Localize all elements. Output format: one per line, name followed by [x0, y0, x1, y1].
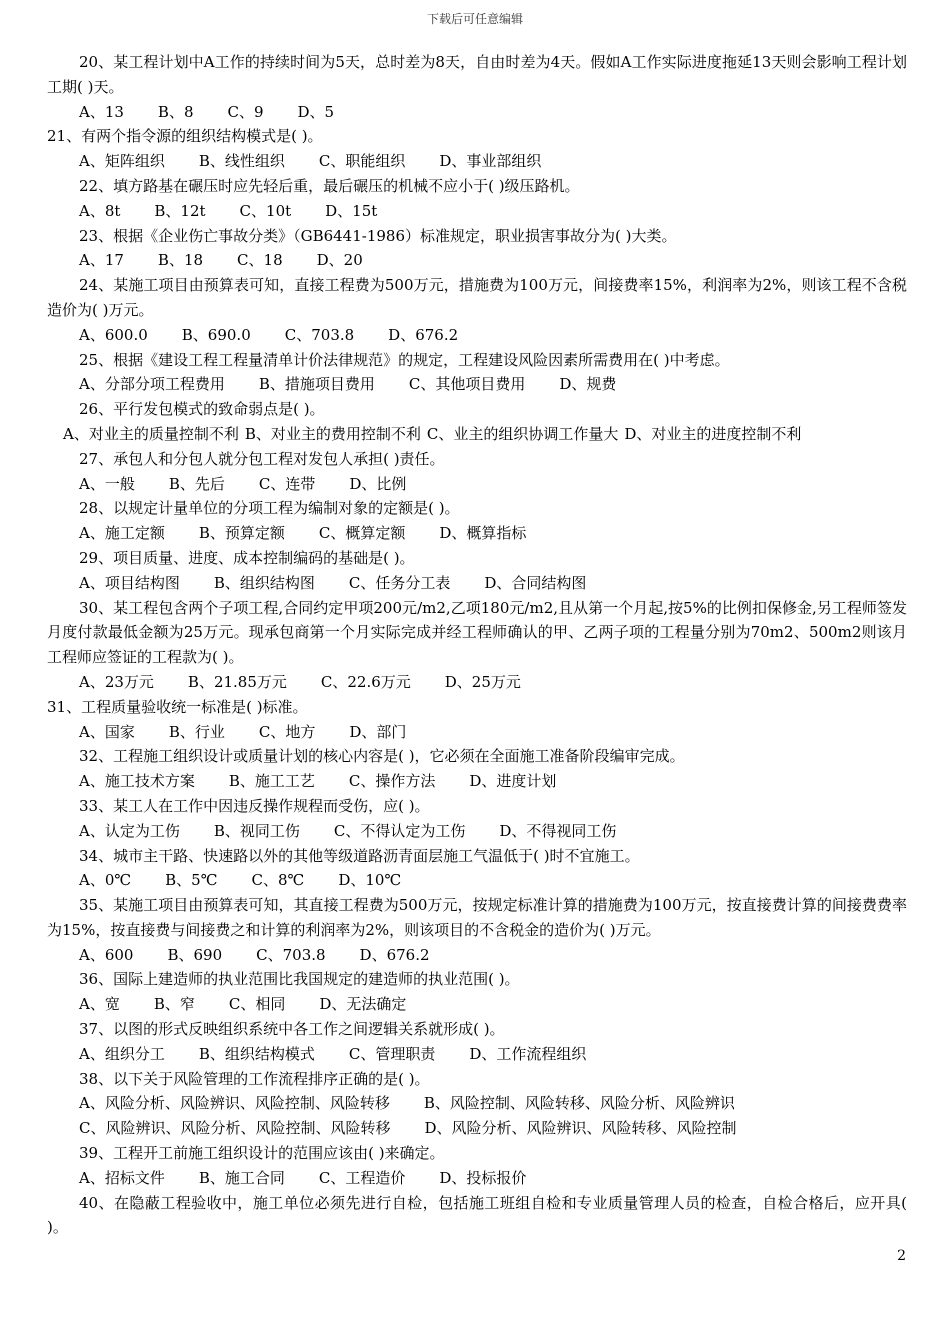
option: C、工程造价 — [318, 1168, 406, 1187]
question-29: 29、项目质量、进度、成本控制编码的基础是( )。 — [79, 548, 415, 567]
option: B、8 — [157, 102, 194, 121]
question-38: 38、以下关于风险管理的工作流程排序正确的是( )。 — [79, 1069, 430, 1088]
options-36 — [47, 992, 907, 1017]
option: D、无法确定 — [319, 995, 407, 1014]
option: B、行业 — [168, 722, 225, 741]
options-32 — [47, 769, 907, 794]
page-header: 下载后可任意编辑 — [426, 12, 523, 26]
option: C、其他项目费用 — [408, 375, 526, 394]
option: B、12t — [154, 201, 206, 220]
options-21 — [47, 149, 907, 174]
option: A、宽 — [79, 995, 120, 1014]
option: D、风险分析、风险辨识、风险转移、风险控制 — [424, 1119, 737, 1138]
option: D、合同结构图 — [484, 573, 587, 592]
option: B、风险控制、风险转移、风险分析、风险辨识 — [423, 1094, 735, 1113]
option: D、不得视同工伤 — [499, 821, 617, 840]
question-39: 39、工程开工前施工组织设计的范围应该由( )来确定。 — [79, 1144, 445, 1163]
option: B、对业主的费用控制不利 — [244, 424, 421, 443]
option: A、对业主的质量控制不利 — [63, 424, 239, 443]
options-20 — [47, 100, 907, 125]
option: B、690.0 — [181, 325, 251, 344]
question-35: 35、某施工项目由预算表可知，其直接工程费为500万元，按规定标准计算的措施费为100万元，按直接费计算的间接费费率为15%，按直接费与间接费之和计算的利润率为2%，则该项目的不含税金的造价为( )万元。 — [47, 896, 907, 939]
options-39 — [47, 1166, 907, 1191]
option: A、一般 — [79, 474, 135, 493]
options-25 — [47, 372, 907, 397]
question-23: 23、根据《企业伤亡事故分类》（GB6441-1986）标准规定，职业损害事故分为( )大类。 — [79, 226, 677, 245]
options-23 — [47, 248, 907, 273]
question-40: 40、在隐蔽工程验收中，施工单位必须先进行自检，包括施工班组自检和专业质量管理人员的检查，自检合格后，应开具( )。 — [47, 1193, 907, 1237]
options-30 — [47, 670, 907, 695]
option: B、21.85万元 — [187, 672, 287, 691]
option: A、8t — [79, 201, 121, 220]
option: D、部门 — [349, 722, 407, 741]
option: C、9 — [227, 102, 264, 121]
option: D、25万元 — [444, 672, 521, 691]
option: B、组织结构模式 — [198, 1044, 315, 1063]
question-30: 30、某工程包含两个子项工程,合同约定甲项200元/m2,乙项180元/m2,且从第一个月起,按5%的比例扣保修金,另工程师签发月度付款最低金额为25万元。现承包商第一个月实际完成并经工程师确认的甲、乙两子项的工程量分别为70m2、500m2则该月工程师应签证的工程款为( )。 — [47, 598, 907, 667]
option: C、10t — [239, 201, 292, 220]
option: C、22.6万元 — [320, 672, 411, 691]
options-26 — [47, 422, 907, 447]
question-37: 37、以图的形式反映组织系统中各工作之间逻辑关系就形成( )。 — [79, 1020, 505, 1039]
option: A、认定为工伤 — [79, 821, 180, 840]
options-27 — [47, 472, 907, 497]
option: A、矩阵组织 — [79, 152, 165, 171]
options-24 — [47, 323, 907, 348]
option: C、不得认定为工伤 — [333, 821, 466, 840]
options-28 — [47, 521, 907, 546]
option: D、676.2 — [359, 945, 430, 964]
option: D、投标报价 — [439, 1168, 527, 1187]
option: B、施工合同 — [198, 1168, 285, 1187]
option: D、5 — [297, 102, 335, 121]
option: C、703.8 — [256, 945, 326, 964]
options-34 — [47, 868, 907, 893]
option: A、分部分项工程费用 — [79, 375, 225, 394]
options-37 — [47, 1042, 907, 1067]
question-32: 32、工程施工组织设计或质量计划的核心内容是( )，它必须在全面施工准备阶段编审完成。 — [79, 747, 685, 766]
question-22: 22、填方路基在碾压时应先轻后重，最后碾压的机械不应小于( )级压路机。 — [79, 176, 580, 195]
options-38-row2 — [47, 1116, 907, 1141]
option: B、预算定额 — [198, 524, 285, 543]
option: C、职能组织 — [318, 152, 406, 171]
option: C、8℃ — [251, 871, 305, 890]
options-38-row1 — [47, 1091, 907, 1116]
options-29 — [47, 571, 907, 596]
option: A、招标文件 — [79, 1168, 165, 1187]
option: B、18 — [157, 251, 204, 270]
question-25: 25、根据《建设工程工程量清单计价法律规范》的规定，工程建设风险因素所需费用在( )中考虑。 — [79, 350, 730, 369]
option: D、事业部组织 — [439, 152, 542, 171]
option: B、5℃ — [165, 871, 218, 890]
option: C、管理职责 — [348, 1044, 436, 1063]
option: B、先后 — [168, 474, 225, 493]
option: D、20 — [316, 251, 363, 270]
options-33 — [47, 819, 907, 844]
option: C、703.8 — [284, 325, 355, 344]
option: D、工作流程组织 — [469, 1044, 587, 1063]
option: B、690 — [167, 945, 223, 964]
option: C、业主的组织协调工作量大 — [426, 424, 619, 443]
question-31: 31、工程质量验收统一标准是( )标准。 — [47, 697, 308, 716]
option: A、施工定额 — [79, 524, 165, 543]
option: C、地方 — [258, 722, 316, 741]
option: C、连带 — [258, 474, 316, 493]
option: A、0℃ — [79, 871, 132, 890]
option: A、13 — [79, 102, 124, 121]
option: A、23万元 — [79, 672, 154, 691]
options-22 — [47, 199, 907, 224]
option: A、施工技术方案 — [79, 772, 195, 791]
option: C、任务分工表 — [348, 573, 451, 592]
question-24: 24、某施工项目由预算表可知，直接工程费为500万元，措施费为100万元，间接费率15%，利润率为2%，则该工程不含税造价为( )万元。 — [47, 276, 907, 319]
option: D、进度计划 — [469, 772, 557, 791]
option: B、窄 — [153, 995, 195, 1014]
options-35 — [47, 943, 907, 968]
option: A、组织分工 — [79, 1044, 165, 1063]
option: C、风险辨识、风险分析、风险控制、风险转移 — [79, 1119, 391, 1138]
question-33: 33、某工人在工作中因违反操作规程而受伤，应( )。 — [79, 796, 430, 815]
option: D、对业主的进度控制不利 — [624, 424, 802, 443]
question-34: 34、城市主干路、快速路以外的其他等级道路沥青面层施工气温低于( )时不宜施工。 — [79, 846, 640, 865]
option: C、概算定额 — [318, 524, 406, 543]
option: B、施工工艺 — [228, 772, 315, 791]
option: B、视同工伤 — [213, 821, 300, 840]
option: B、线性组织 — [198, 152, 285, 171]
question-28: 28、以规定计量单位的分项工程为编制对象的定额是( )。 — [79, 499, 460, 518]
option: A、17 — [79, 251, 124, 270]
option: D、15t — [325, 201, 378, 220]
options-31 — [47, 720, 907, 745]
option: A、国家 — [79, 722, 135, 741]
question-26: 26、平行发包模式的致命弱点是( )。 — [79, 400, 325, 419]
option: D、规费 — [559, 375, 617, 394]
option: D、676.2 — [388, 325, 459, 344]
option: C、操作方法 — [348, 772, 436, 791]
question-27: 27、承包人和分包人就分包工程对发包人承担( )责任。 — [79, 449, 445, 468]
option: D、10℃ — [338, 871, 402, 890]
option: B、组织结构图 — [213, 573, 315, 592]
question-36: 36、国际上建造师的执业范围比我国规定的建造师的执业范围( )。 — [79, 970, 520, 989]
option: D、比例 — [349, 474, 407, 493]
question-list — [47, 50, 907, 1240]
option: C、相同 — [228, 995, 286, 1014]
question-21: 21、有两个指令源的组织结构模式是( )。 — [47, 127, 323, 146]
option: B、措施项目费用 — [258, 375, 375, 394]
question-20: 20、某工程计划中A工作的持续时间为5天，总时差为8天，自由时差为4天。假如A工作实际进度拖延13天则会影响工程计划工期( )天。 — [47, 53, 907, 96]
page-number: 2 — [897, 1248, 906, 1264]
option: A、风险分析、风险辨识、风险控制、风险转移 — [79, 1094, 390, 1113]
option: A、600 — [79, 945, 134, 964]
option: A、600.0 — [79, 325, 148, 344]
option: D、概算指标 — [439, 524, 527, 543]
option: C、18 — [237, 251, 283, 270]
option: A、项目结构图 — [79, 573, 180, 592]
